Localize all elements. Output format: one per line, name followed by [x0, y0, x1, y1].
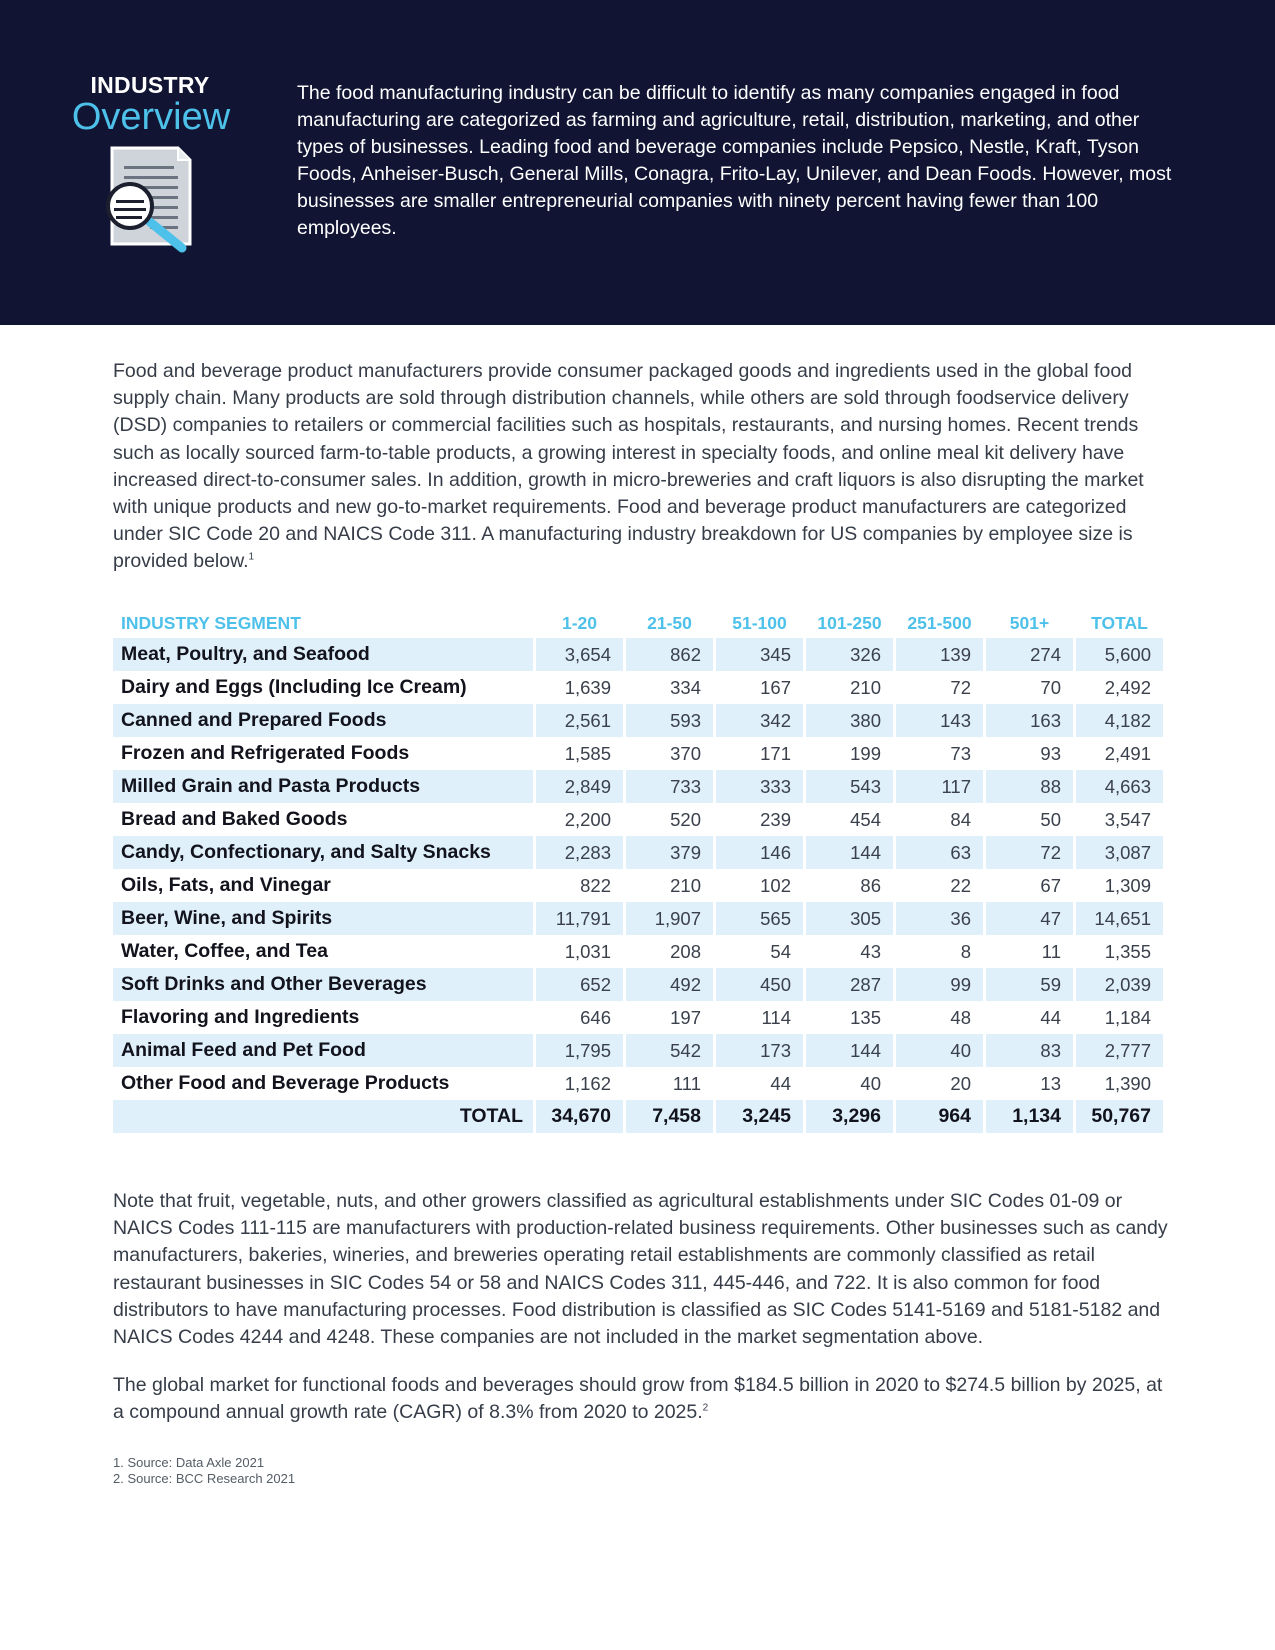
count-cell: 139 — [896, 638, 983, 671]
count-cell: 86 — [860, 874, 881, 896]
segment-name-cell: Beer, Wine, and Spirits — [113, 902, 533, 935]
industry-segment-table — [110, 608, 1166, 1133]
count-cell: 822 — [580, 874, 611, 896]
column-header: 51-100 — [732, 612, 787, 633]
count-cell: 379 — [626, 836, 713, 869]
count-cell: 520 — [670, 808, 701, 830]
segment-name-cell: Meat, Poultry, and Seafood — [113, 638, 533, 671]
count-cell: 542 — [626, 1034, 713, 1067]
count-cell: 3,245 — [716, 1100, 803, 1133]
count-cell: 1,585 — [564, 742, 611, 764]
table-row — [113, 737, 1163, 770]
count-cell: 43 — [860, 940, 881, 962]
table-row — [113, 770, 1163, 803]
count-cell: 199 — [850, 742, 881, 764]
brand-title-top: INDUSTRY — [90, 72, 210, 98]
count-cell: 333 — [716, 770, 803, 803]
count-cell: 862 — [626, 638, 713, 671]
footnote: 2. Source: BCC Research 2021 — [113, 1471, 296, 1486]
count-cell: 2,561 — [536, 704, 623, 737]
count-cell: 93 — [1040, 742, 1061, 764]
count-cell: 50,767 — [1076, 1100, 1163, 1133]
body-paragraph-1-text: Food and beverage product manufacturers provide consumer packaged goods and ingredients used in the global food supply chain. Many products are sold through distribution channels, while others are sold through foodservice delivery (DSD) companies to retailers or commercial facilities such as hospitals, restaurants, and nursing homes. Recent trends such as locally sourced farm-to-table products, a growing interest in specialty foods, and online meal kit delivery have increased direct-to-consumer sales. In addition, growth in micro-breweries and craft liquors is also disrupting the market with unique products and new go-to-market requirements. Food and beverage product manufacturers are categorized under SIC Code 20 and NAICS Code 311. A manufacturing industry breakdown for US companies by employee size is provided below. — [113, 360, 1144, 573]
count-cell: 2,200 — [564, 808, 611, 830]
footnote-ref-1: 1 — [248, 551, 255, 563]
column-header: 21-50 — [647, 612, 692, 633]
count-cell: 47 — [986, 902, 1073, 935]
count-cell: 1,184 — [1104, 1006, 1151, 1028]
count-cell: 652 — [536, 968, 623, 1001]
count-cell: 44 — [1040, 1006, 1061, 1028]
table-total-row — [113, 1100, 1163, 1133]
count-cell: 70 — [1040, 676, 1061, 698]
count-cell: 1,309 — [1104, 874, 1151, 896]
count-cell: 67 — [1040, 874, 1061, 896]
count-cell: 1,031 — [564, 940, 611, 962]
count-cell: 2,492 — [1104, 676, 1151, 698]
table-header-row — [113, 608, 1163, 638]
count-cell: 11,791 — [536, 902, 623, 935]
count-cell: 84 — [950, 808, 971, 830]
table-row — [113, 869, 1163, 902]
count-cell: 111 — [672, 1072, 701, 1094]
table-row — [113, 704, 1163, 737]
brand-title-bottom: Overview — [71, 96, 231, 138]
count-cell: 173 — [716, 1034, 803, 1067]
column-header: 501+ — [1009, 612, 1050, 633]
count-cell: 450 — [716, 968, 803, 1001]
count-cell: 144 — [806, 1034, 893, 1067]
count-cell: 565 — [716, 902, 803, 935]
count-cell: 380 — [806, 704, 893, 737]
count-cell: 1,907 — [626, 902, 713, 935]
count-cell: 208 — [670, 940, 701, 962]
body-paragraph-2: Note that fruit, vegetable, nuts, and other growers classified as agricultural establishments under SIC Codes 01-09 or NAICS Codes 111-115 are manufacturers with production-related business requirements. Other businesses such as candy manufacturers, bakeries, wineries, and breweries operating retail establishments are commonly classified as retail restaurant businesses in SIC Codes 54 or 58 and NAICS Codes 311, 445-446, and 722. It is also common for food distributors to have manufacturing processes. Food distribution is classified as SIC Codes 5141-5169 and 5181-5182 and NAICS Codes 4244 and 4248. These companies are not included in the market segmentation above. — [113, 1190, 1168, 1349]
column-header: INDUSTRY SEGMENT — [121, 612, 301, 633]
table-row — [113, 1034, 1163, 1067]
count-cell: 63 — [896, 836, 983, 869]
count-cell: 22 — [950, 874, 971, 896]
column-header: 1-20 — [561, 612, 598, 633]
table-row — [113, 638, 1163, 671]
segment-name-cell: Candy, Confectionary, and Salty Snacks — [113, 836, 533, 869]
count-cell: 2,849 — [536, 770, 623, 803]
intro-paragraph: The food manufacturing industry can be difficult to identify as many companies engaged in food manufacturing are categorized as farming and agriculture, retail, distribution, marketing, and other types of businesses. Leading food and beverage companies include Pepsico, Nestle, Kraft, Tyson Foods, Anheiser-Busch, General Mills, Conagra, Frito-Lay, Unilever, and Dean Foods. However, most businesses are smaller entrepreneurial companies with ninety percent having fewer than 100 employees. — [297, 82, 1172, 239]
count-cell: 40 — [896, 1034, 983, 1067]
count-cell: 146 — [716, 836, 803, 869]
column-header: 251-500 — [907, 612, 972, 633]
count-cell: 593 — [626, 704, 713, 737]
count-cell: 326 — [806, 638, 893, 671]
count-cell: 73 — [950, 742, 971, 764]
footnotes — [113, 1455, 295, 1487]
footnote: 1. Source: Data Axle 2021 — [113, 1455, 265, 1470]
segment-name-cell: Oils, Fats, and Vinegar — [121, 874, 331, 896]
count-cell: 345 — [716, 638, 803, 671]
segment-name-cell: Flavoring and Ingredients — [121, 1006, 360, 1028]
segment-name-cell: Dairy and Eggs (Including Ice Cream) — [121, 676, 467, 698]
count-cell: 4,663 — [1076, 770, 1163, 803]
column-header: 101-250 — [817, 612, 882, 633]
table-row — [113, 1001, 1163, 1034]
count-cell: 20 — [950, 1072, 971, 1094]
count-cell: 2,491 — [1104, 742, 1151, 764]
table-row — [113, 671, 1163, 704]
segment-name-cell: TOTAL — [113, 1100, 533, 1133]
count-cell: 11 — [1041, 940, 1061, 962]
count-cell: 274 — [986, 638, 1073, 671]
count-cell: 1,639 — [564, 676, 611, 698]
body-paragraph-3-text: The global market for functional foods and beverages should grow from $184.5 billion in 2020 to $274.5 billion by 2025, at a compound annual growth rate (CAGR) of 8.3% from 2020 to 2025. — [113, 1374, 1163, 1424]
segment-name-cell: Frozen and Refrigerated Foods — [121, 742, 410, 764]
body-paragraph-3 — [113, 1372, 1175, 1426]
count-cell: 334 — [670, 676, 701, 698]
industry-table-container — [113, 608, 1163, 1133]
table-row — [113, 968, 1163, 1001]
count-cell: 8 — [960, 940, 971, 962]
table-row — [113, 1067, 1163, 1100]
count-cell: 2,039 — [1076, 968, 1163, 1001]
count-cell: 239 — [760, 808, 791, 830]
table-row — [113, 803, 1163, 836]
count-cell: 3,654 — [536, 638, 623, 671]
count-cell: 14,651 — [1076, 902, 1163, 935]
count-cell: 210 — [850, 676, 881, 698]
segment-name-cell: Other Food and Beverage Products — [121, 1072, 450, 1094]
count-cell: 3,296 — [806, 1100, 893, 1133]
count-cell: 1,134 — [986, 1100, 1073, 1133]
count-cell: 34,670 — [536, 1100, 623, 1133]
header-banner — [0, 0, 1275, 325]
count-cell: 102 — [760, 874, 791, 896]
count-cell: 144 — [806, 836, 893, 869]
count-cell: 342 — [716, 704, 803, 737]
count-cell: 1,390 — [1104, 1072, 1151, 1094]
count-cell: 454 — [850, 808, 881, 830]
count-cell: 44 — [770, 1072, 791, 1094]
count-cell: 210 — [670, 874, 701, 896]
count-cell: 646 — [580, 1006, 611, 1028]
count-cell: 99 — [896, 968, 983, 1001]
table-row — [113, 836, 1163, 869]
document-magnifier-icon — [104, 144, 200, 256]
count-cell: 72 — [950, 676, 971, 698]
count-cell: 72 — [986, 836, 1073, 869]
count-cell: 40 — [860, 1072, 881, 1094]
count-cell: 492 — [626, 968, 713, 1001]
count-cell: 59 — [986, 968, 1073, 1001]
count-cell: 287 — [806, 968, 893, 1001]
count-cell: 2,283 — [536, 836, 623, 869]
table-row — [113, 935, 1163, 968]
count-cell: 143 — [896, 704, 983, 737]
count-cell: 163 — [986, 704, 1073, 737]
column-header: TOTAL — [1091, 612, 1148, 633]
segment-name-cell: Milled Grain and Pasta Products — [113, 770, 533, 803]
segment-name-cell: Water, Coffee, and Tea — [121, 940, 328, 962]
count-cell: 171 — [760, 742, 791, 764]
count-cell: 733 — [626, 770, 713, 803]
count-cell: 4,182 — [1076, 704, 1163, 737]
count-cell: 543 — [806, 770, 893, 803]
table-row — [113, 902, 1163, 935]
count-cell: 36 — [896, 902, 983, 935]
count-cell: 54 — [770, 940, 791, 962]
count-cell: 1,355 — [1104, 940, 1151, 962]
segment-name-cell: Canned and Prepared Foods — [113, 704, 533, 737]
count-cell: 13 — [1040, 1072, 1061, 1094]
count-cell: 88 — [986, 770, 1073, 803]
count-cell: 964 — [896, 1100, 983, 1133]
count-cell: 1,795 — [536, 1034, 623, 1067]
count-cell: 114 — [761, 1006, 791, 1028]
count-cell: 370 — [670, 742, 701, 764]
count-cell: 167 — [760, 676, 791, 698]
count-cell: 3,547 — [1104, 808, 1151, 830]
footnote-ref-2: 2 — [702, 1402, 709, 1414]
count-cell: 135 — [850, 1006, 881, 1028]
count-cell: 197 — [670, 1006, 701, 1028]
count-cell: 48 — [950, 1006, 971, 1028]
count-cell: 2,777 — [1076, 1034, 1163, 1067]
count-cell: 305 — [806, 902, 893, 935]
segment-name-cell: Bread and Baked Goods — [121, 808, 348, 830]
count-cell: 50 — [1040, 808, 1061, 830]
segment-name-cell: Animal Feed and Pet Food — [113, 1034, 533, 1067]
count-cell: 7,458 — [626, 1100, 713, 1133]
segment-name-cell: Soft Drinks and Other Beverages — [113, 968, 533, 1001]
count-cell: 5,600 — [1076, 638, 1163, 671]
count-cell: 1,162 — [564, 1072, 611, 1094]
count-cell: 83 — [986, 1034, 1073, 1067]
body-paragraph-1 — [113, 358, 1175, 576]
count-cell: 3,087 — [1076, 836, 1163, 869]
count-cell: 117 — [896, 770, 983, 803]
